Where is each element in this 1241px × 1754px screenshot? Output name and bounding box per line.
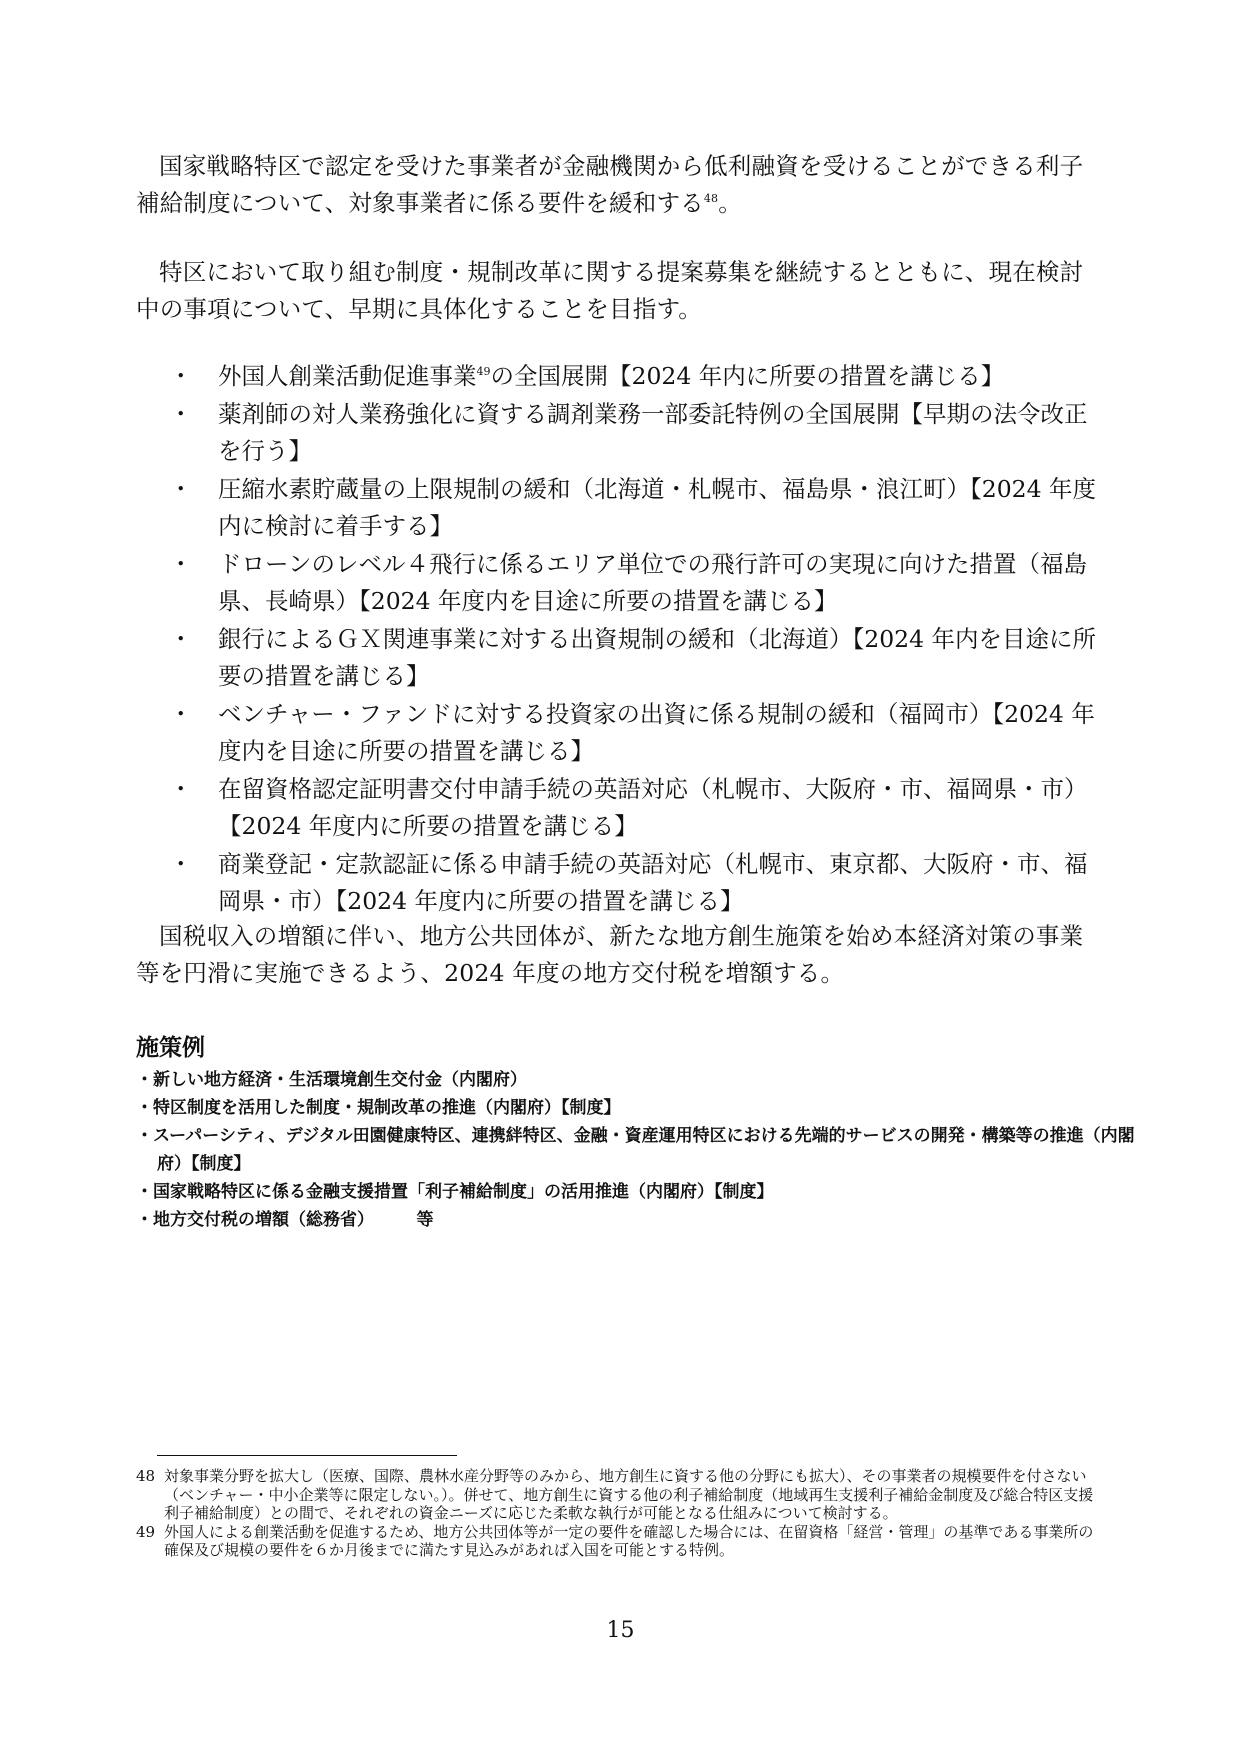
bullet-marker: ・ — [169, 550, 193, 578]
bullet-marker: ・ — [169, 850, 193, 878]
footnote-divider — [157, 1455, 457, 1456]
bullet-marker: ・ — [169, 400, 193, 428]
list-item — [160, 846, 1110, 920]
measure-item: ・国家戦略特区に係る金融支援措置「利子補給制度」の活用推進（内閣府）【制度】 — [136, 1182, 774, 1202]
footnote-ref-49[interactable]: 49 — [476, 365, 491, 379]
paragraph-text — [136, 148, 1106, 222]
list-item — [160, 396, 1110, 470]
footnote-text: 対象事業分野を拡大し（医療、国際、農林水産分野等のみから、地方創生に資する他の分野にも拡大）、その事業者の規模要件を付さない（ベンチャー・中小企業等に限定しない。）。併せて、地方創生に資する他の利子補給制度（地域再生支援利子補給金制度及び総合特区支援利子補給制度）との間で、それぞれの資金ニーズに応じた柔軟な執行が可能となる仕組みについて検討する。 — [164, 1467, 1094, 1522]
measure-item: ・特区制度を活用した制度・規制改革の推進（内閣府）【制度】 — [136, 1098, 621, 1118]
paragraph-text: 国税収入の増額に伴い、地方公共団体が、新たな地方創生施策を始め本経済対策の事業等を円滑に実施できるよう、2024 年度の地方交付税を増額する。 — [136, 922, 1084, 987]
list-item — [160, 696, 1110, 770]
list-item — [160, 546, 1110, 620]
footnote-ref-48[interactable]: 48 — [703, 192, 719, 206]
list-item-text: 商業登記・定款認証に係る申請手続の英語対応（札幌市、東京都、大阪府・市、福岡県・市）【2024 年度内に所要の措置を講じる】 — [218, 850, 1088, 915]
list-item-text-pre: 外国人創業活動促進事業 — [218, 362, 477, 390]
measure-item: ・スーパーシティ、デジタル田園健康特区、連携絆特区、金融・資産運用特区における先端的サービスの開発・構築等の推進（内閣府）【制度】 — [136, 1126, 1135, 1174]
paragraph-text: 特区において取り組む制度・規制改革に関する提案募集を継続するとともに、現在検討中の事項について、早期に具体化することを目指す。 — [136, 258, 1084, 323]
footnotes — [136, 1467, 1096, 1560]
list-item — [160, 621, 1110, 695]
footnote-number: 49 — [136, 1522, 156, 1541]
list-item — [160, 471, 1110, 545]
page-number: 15 — [606, 1618, 635, 1643]
list-item — [160, 358, 1110, 395]
list-item-text: 在留資格認定証明書交付申請手続の英語対応（札幌市、大阪府・市、福岡県・市）【2024 年度内に所要の措置を講じる】 — [218, 775, 1088, 840]
list-item-text: 圧縮水素貯蔵量の上限規制の緩和（北海道・札幌市、福島県・浪江町）【2024 年度内に検討に着手する】 — [218, 475, 1097, 540]
measures-title: 施策例 — [136, 1035, 205, 1061]
bullet-marker: ・ — [169, 700, 193, 728]
paragraph-end: 。 — [718, 189, 742, 217]
list-item-text-post: の全国展開【2024 年内に所要の措置を講じる】 — [490, 362, 1005, 390]
special-zone-measures-list — [160, 358, 1110, 921]
measure-item: ・地方交付税の増額（総務省） 等 — [136, 1210, 434, 1230]
measure-item: ・新しい地方経済・生活環境創生交付金（内閣府） — [136, 1070, 527, 1090]
list-item-text — [218, 358, 1110, 395]
paragraph-body: 国家戦略特区で認定を受けた事業者が金融機関から低利融資を受けることができる利子補給制度について、対象事業者に係る要件を緩和する — [136, 152, 1084, 217]
bullet-marker: ・ — [169, 362, 193, 390]
bullet-marker: ・ — [169, 475, 193, 503]
list-item-text: 薬剤師の対人業務強化に資する調剤業務一部委託特例の全国展開【早期の法令改正を行う】 — [218, 400, 1088, 465]
footnote-number: 48 — [136, 1467, 156, 1485]
footnote-49 — [136, 1523, 1096, 1560]
list-item-text: ドローンのレベル４飛行に係るエリア単位での飛行許可の実現に向けた措置（福島県、長崎県）【2024 年度内を目途に所要の措置を講じる】 — [218, 550, 1088, 615]
list-item-text: 銀行によるＧＸ関連事業に対する出資規制の緩和（北海道）【2024 年内を目途に所要の措置を講じる】 — [218, 625, 1097, 690]
paragraph-proposals — [136, 254, 1106, 328]
paragraph-local-allocation-tax — [136, 918, 1106, 992]
bullet-marker: ・ — [169, 625, 193, 653]
paragraph-interest-subsidy — [136, 148, 1106, 222]
footnote-text: 外国人による創業活動を促進するため、地方公共団体等が一定の要件を確認した場合には、在留資格「経営・管理」の基準である事業所の確保及び規模の要件を６か月後までに満たす見込みがあれば入国を可能とする特例。 — [164, 1522, 1094, 1559]
bullet-marker: ・ — [169, 775, 193, 803]
measures-examples-box — [136, 1032, 1136, 1234]
footnote-48 — [136, 1467, 1096, 1523]
list-item-text: ベンチャー・ファンドに対する投資家の出資に係る規制の緩和（福岡市）【2024 年度内を目途に所要の措置を講じる】 — [218, 700, 1095, 765]
list-item — [160, 771, 1110, 845]
